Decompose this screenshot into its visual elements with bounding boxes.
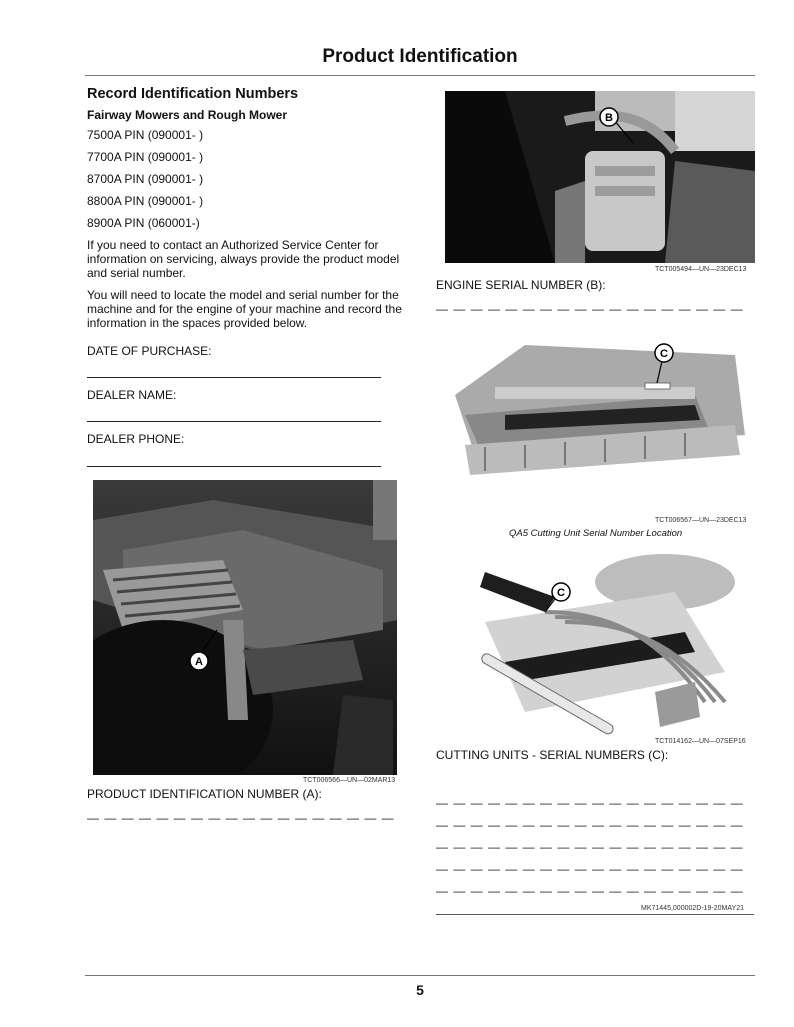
page-number: 5 <box>416 982 424 998</box>
model-line: 7500A PIN (090001- ) <box>87 128 204 142</box>
engine-serial-label: ENGINE SERIAL NUMBER (B): <box>436 278 606 292</box>
header-rule <box>85 75 755 76</box>
left-column <box>87 86 407 338</box>
footer-rule <box>85 975 755 976</box>
date-of-purchase-label: DATE OF PURCHASE: <box>87 344 212 358</box>
cutting-unit-field[interactable]: — — — — — — — — — — — — — — — — — — <box>436 862 744 876</box>
model-line: 8800A PIN (090001- ) <box>87 194 204 208</box>
photo-c2-ref: TCT014162—UN—07SEP16 <box>655 738 746 745</box>
cutting-unit-field[interactable]: — — — — — — — — — — — — — — — — — — <box>436 818 744 832</box>
model-line: 8700A PIN (090001- ) <box>87 172 204 186</box>
photo-engine-serial-location <box>445 91 755 263</box>
photo-cutting-units-serial <box>465 552 755 737</box>
engine-serial-field[interactable]: — — — — — — — — — — — — — — — — — — <box>436 302 744 316</box>
cutting-units-label: CUTTING UNITS - SERIAL NUMBERS (C): <box>436 748 669 762</box>
contact-paragraph: If you need to contact an Authorized Service Center for information on servicing, always provide the product model and serial number. <box>87 238 400 280</box>
section-end-rule <box>436 914 754 915</box>
photo-cutting-unit-qa5 <box>445 325 755 515</box>
section-subheading: Fairway Mowers and Rough Mower <box>87 108 288 122</box>
date-of-purchase-field[interactable] <box>87 377 381 378</box>
section-heading: Record Identification Numbers <box>87 86 299 102</box>
page-title: Product Identification <box>322 46 518 67</box>
model-line: 8900A PIN (060001-) <box>87 216 200 230</box>
callout-c-2: C <box>557 587 565 599</box>
photo-c1-caption: QA5 Cutting Unit Serial Number Location <box>509 528 683 539</box>
callout-a: A <box>195 656 203 668</box>
photo-c1-ref: TCT006567—UN—23DEC13 <box>655 517 747 524</box>
callout-b: B <box>605 112 613 124</box>
dealer-name-field[interactable] <box>87 421 381 422</box>
cutting-unit-field[interactable]: — — — — — — — — — — — — — — — — — — <box>436 884 744 898</box>
cutting-unit-field[interactable]: — — — — — — — — — — — — — — — — — — <box>436 796 744 810</box>
cutting-unit-field[interactable]: — — — — — — — — — — — — — — — — — — <box>436 840 744 854</box>
locate-paragraph: You will need to locate the model and serial number for the machine and for the engine of your machine and record the information in the spaces provided below. <box>87 288 402 330</box>
callout-c-1: C <box>660 348 668 360</box>
dealer-name-label: DEALER NAME: <box>87 388 177 402</box>
document-ref: MK71445,000002D-19-20MAY21 <box>641 905 744 912</box>
photo-b-ref: TCT005494—UN—23DEC13 <box>655 266 747 273</box>
pin-field[interactable]: — — — — — — — — — — — — — — — — — — <box>87 811 395 825</box>
model-line: 7700A PIN (090001- ) <box>87 150 204 164</box>
dealer-phone-label: DEALER PHONE: <box>87 432 185 446</box>
photo-a-ref: TCT006566—UN—02MAR13 <box>303 777 396 784</box>
photo-product-id-location <box>93 480 397 775</box>
dealer-phone-field[interactable] <box>87 466 381 467</box>
pin-label: PRODUCT IDENTIFICATION NUMBER (A): <box>87 787 322 801</box>
